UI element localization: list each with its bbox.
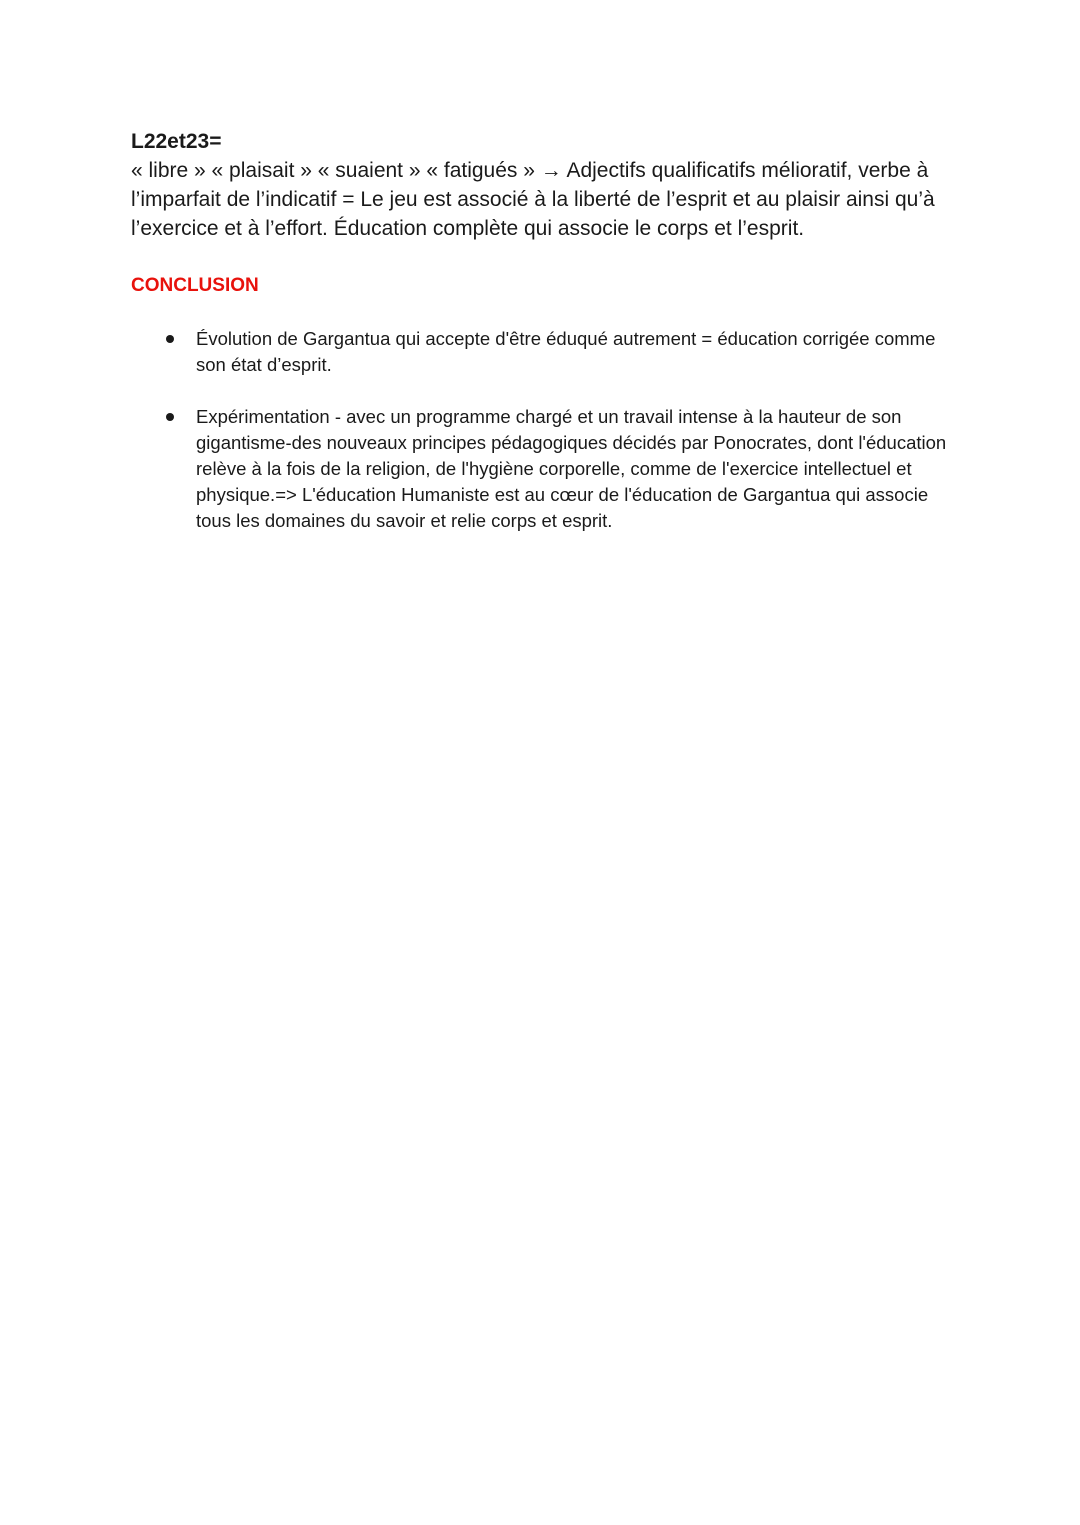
line-reference-heading: L22et23=: [131, 130, 222, 153]
conclusion-list: [131, 326, 961, 534]
analysis-paragraph: « libre » « plaisait » « suaient » « fatigués » → Adjectifs qualificatifs mélioratif, verbe à l’imparfait de l’indicatif = Le jeu est associé à la liberté de l’esprit et au plaisir ainsi qu’à l’exercice et à l’effort. Éducation complète qui associe le corps et l’esprit.: [131, 159, 935, 240]
document-page: [131, 128, 961, 531]
list-item-text: Expérimentation - avec un programme chargé et un travail intense à la hauteur de son gigantisme-des nouveaux principes pédagogiques décidés par Ponocrates, dont l'éducation relève à la fois de la religion, de l'hygiène corporelle, comme de l'exercice intellectuel et physique.=> L'éducation Humaniste est au cœur de l'éducation de Gargantua qui associe tous les domaines du savoir et relie corps et esprit.: [196, 406, 947, 531]
list-item-text: Évolution de Gargantua qui accepte d'être éduqué autrement = éducation corrigée comme son état d’esprit.: [196, 328, 936, 375]
list-item: [131, 326, 961, 378]
bullet-icon: [166, 335, 174, 343]
conclusion-title: CONCLUSION: [131, 275, 259, 296]
list-item: [131, 404, 961, 534]
bullet-icon: [166, 413, 174, 421]
